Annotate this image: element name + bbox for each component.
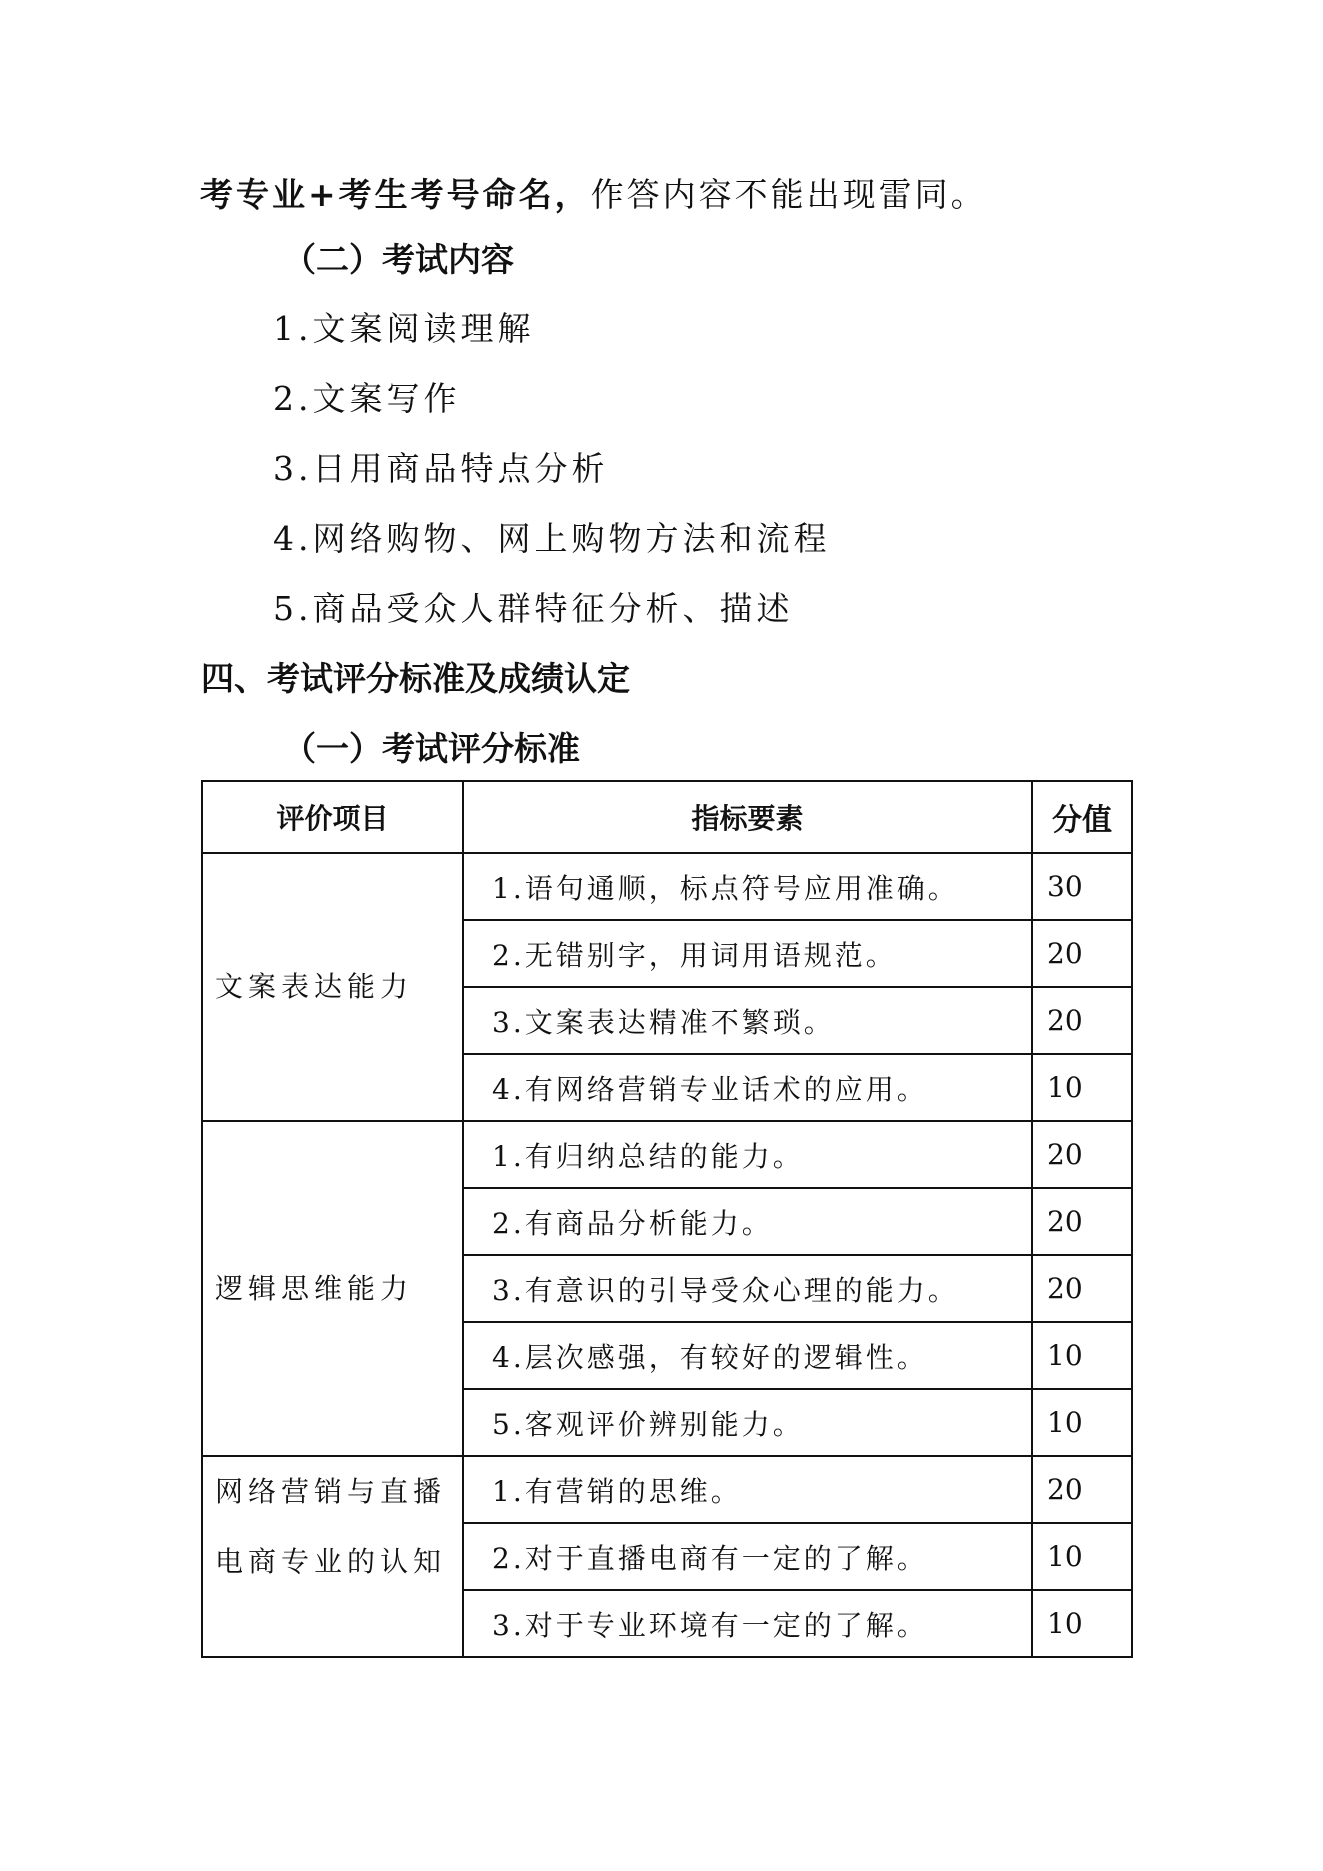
score-cell: 20 [1032, 1255, 1132, 1322]
header-score: 分值 [1032, 781, 1132, 853]
indicator-cell: 2.有商品分析能力。 [463, 1188, 1032, 1255]
score-cell: 20 [1032, 1456, 1132, 1523]
indicator-cell: 2.无错别字，用词用语规范。 [463, 920, 1032, 987]
table-row [202, 853, 1132, 920]
intro-bold-text: 考专业+考生考号命名， [200, 175, 591, 214]
indicator-cell: 2.对于直播电商有一定的了解。 [463, 1523, 1032, 1590]
section-heading-content: （二）考试内容 [283, 240, 514, 279]
score-cell: 20 [1032, 920, 1132, 987]
score-cell: 10 [1032, 1054, 1132, 1121]
indicator-cell: 3.有意识的引导受众心理的能力。 [463, 1255, 1032, 1322]
content-item-5: 5.商品受众人群特征分析、描述 [273, 589, 794, 628]
indicator-cell: 5.客观评价辨别能力。 [463, 1389, 1032, 1456]
table-row [202, 1121, 1132, 1188]
score-cell: 20 [1032, 1121, 1132, 1188]
subsection-heading-criteria: （一）考试评分标准 [283, 729, 580, 768]
table-row [202, 1456, 1132, 1523]
score-cell: 10 [1032, 1523, 1132, 1590]
intro-normal-text: 作答内容不能出现雷同。 [590, 175, 987, 214]
score-cell: 20 [1032, 1188, 1132, 1255]
indicator-cell: 1.有归纳总结的能力。 [463, 1121, 1032, 1188]
score-cell: 30 [1032, 853, 1132, 920]
content-item-1: 1.文案阅读理解 [273, 309, 535, 348]
table-header-row [202, 781, 1132, 853]
indicator-cell: 4.有网络营销专业话术的应用。 [463, 1054, 1032, 1121]
section-heading-scoring: 四、考试评分标准及成绩认定 [201, 659, 630, 698]
category-cell: 逻辑思维能力 [202, 1121, 463, 1456]
content-item-4: 4.网络购物、网上购物方法和流程 [273, 519, 831, 558]
category-cell: 文案表达能力 [202, 853, 463, 1121]
indicator-cell: 4.层次感强，有较好的逻辑性。 [463, 1322, 1032, 1389]
header-category: 评价项目 [202, 781, 463, 853]
score-cell: 20 [1032, 987, 1132, 1054]
indicator-cell: 1.语句通顺，标点符号应用准确。 [463, 853, 1032, 920]
indicator-cell: 3.文案表达精准不繁琐。 [463, 987, 1032, 1054]
indicator-cell: 1.有营销的思维。 [463, 1456, 1032, 1523]
content-item-3: 3.日用商品特点分析 [273, 449, 609, 488]
content-item-2: 2.文案写作 [273, 379, 461, 418]
score-cell: 10 [1032, 1590, 1132, 1657]
score-cell: 10 [1032, 1322, 1132, 1389]
category-cell: 网络营销与直播电商专业的认知 [202, 1456, 463, 1657]
scoring-table [201, 780, 1133, 1658]
header-indicator: 指标要素 [463, 781, 1032, 853]
indicator-cell: 3.对于专业环境有一定的了解。 [463, 1590, 1032, 1657]
intro-line [200, 175, 987, 214]
score-cell: 10 [1032, 1389, 1132, 1456]
